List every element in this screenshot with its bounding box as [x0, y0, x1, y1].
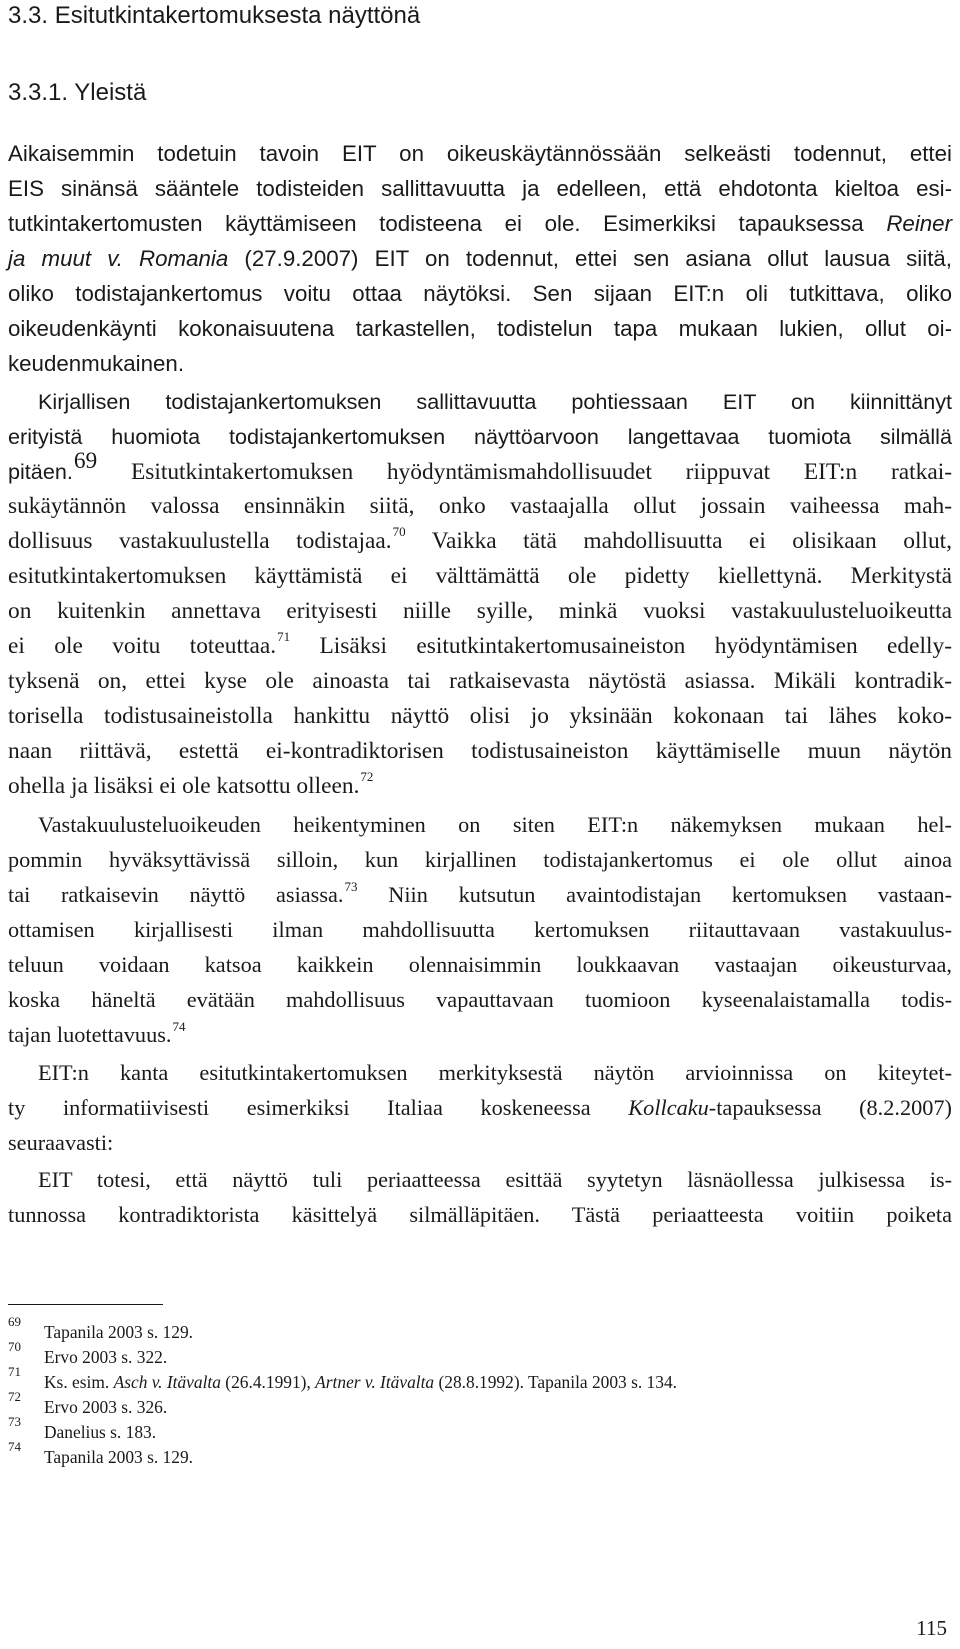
footnote-text: Tapanila 2003 s. 129. [44, 1322, 193, 1342]
text-line: EIT:n kanta esitutkintakertomuksen merkityksestä näytön arvioinnissa on kiteytet- [38, 1060, 952, 1085]
footnote-text: Ervo 2003 s. 322. [44, 1347, 168, 1367]
text-line: tyksenä on, ettei kyse ole ainoasta tai ratkaisevasta näytöstä asiassa. Mikäli kontradik- [8, 668, 952, 694]
text-line: esitutkintakertomuksen käyttämistä ei välttämättä ole pidetty kiellettynä. Merkitystä [8, 563, 952, 589]
case-name: ja muut v. Romania [8, 246, 229, 271]
text-line: tunnossa kontradiktorista käsittelyä silmälläpitäen. Tästä periaatteesta voitiin poiketa [8, 1202, 952, 1227]
text-line: pitäen.$^{69}$ Esitutkintakertomuksen hyödyntämismahdollisuudet riippuvat EIT:n ratkai- [8, 447, 952, 485]
footnote-number: 74 [8, 1439, 21, 1454]
footnote-ref[interactable]: 71 [277, 629, 291, 645]
footnote-number: 70 [8, 1339, 21, 1354]
text-line: Kirjallisen todistajankertomuksen sallittavuutta pohtiessaan EIT on kiinnittänyt [38, 389, 952, 414]
paragraph-2 [8, 384, 952, 804]
footnote-ref[interactable]: 70 [392, 524, 406, 540]
text-line: teluun voidaan katsoa kaikkein olennaisimmin loukkaavan vastaajan oikeusturvaa, [8, 952, 952, 977]
text-line: Aikaisemmin todetuin tavoin EIT on oikeuskäytännössään selkeästi todennut, ettei [8, 141, 952, 166]
text-line: ja muut v. Romania (27.9.2007) EIT on todennut, ettei sen asiana ollut lausua siitä, [8, 246, 952, 271]
text-line: EIT totesi, että näyttö tuli periaatteessa esittää syytetyn läsnäollessa julkisessa is- [38, 1167, 952, 1192]
text-line: ty informatiivisesti esimerkiksi Italiaa koskeneessa Kollcaku-tapauksessa (8.2.2007) [8, 1095, 952, 1120]
text-line: tai ratkaisevin näyttö asiassa.$^{73}$ Niin kutsutun avaintodistajan kertomuksen vastaan- [8, 878, 952, 907]
case-name: Asch v. Itävalta [113, 1372, 221, 1392]
text-line: dollisuus vastakuulustella todistajaa.$^{70}$ Vaikka tätä mahdollisuutta ei olisikaan ollut, [8, 524, 952, 554]
paragraph-1 [8, 136, 952, 381]
case-name: Reiner [886, 211, 952, 236]
text-line: on kuitenkin annettava erityisesti niille syille, minkä vuoksi vastakuulusteluoikeutta [8, 598, 952, 624]
footnote-text: Danelius s. 183. [44, 1422, 157, 1442]
text-line: oikeudenkäynti kokonaisuutena tarkastellen, todistelun tapa mukaan lukien, ollut oi- [8, 316, 952, 341]
text-line: EIS sinänsä sääntele todisteiden sallittavuutta ja edelleen, että ehdotonta kieltoa esi- [8, 176, 952, 201]
text-line: sukäytännön valossa ensinnäkin siitä, onko vastaajalla ollut jossain vaiheessa mah- [8, 493, 952, 519]
subsection-heading: 3.3.1. Yleistä [8, 79, 147, 106]
footnote-number: 71 [8, 1364, 21, 1379]
page-number: 115 [916, 1616, 947, 1640]
text-line: seuraavasti: [8, 1130, 114, 1155]
paragraph-5 [8, 1162, 952, 1232]
text-line: torisella todistusaineistolla hankittu näyttö olisi jo yksinään kokonaan tai lähes koko- [8, 703, 952, 729]
footnote-ref[interactable]: 74 [172, 1018, 186, 1034]
paragraph-4 [8, 1055, 952, 1160]
footnote-ref[interactable]: 69 [73, 447, 98, 474]
footnote-divider [8, 1304, 163, 1305]
text-line: erityistä huomiota todistajankertomuksen näyttöarvoon langettavaa tuomiota silmällä [8, 424, 952, 449]
text-line: ottamisen kirjallisesti ilman mahdollisuutta kertomuksen riitauttavaan vastakuulus- [8, 917, 952, 942]
footnote-number: 72 [8, 1389, 21, 1404]
text-line: oliko todistajankertomus voitu ottaa näytöksi. Sen sijaan EIT:n oli tutkittava, oliko [8, 281, 952, 306]
section-heading: 3.3. Esitutkintakertomuksesta näyttönä [8, 2, 421, 29]
text-line: tutkintakertomusten käyttämiseen todisteena ei ole. Esimerkiksi tapauksessa Reiner [8, 211, 952, 236]
text-line: pommin hyväksyttävissä silloin, kun kirjallinen todistajankertomus ei ole ollut ainoa [8, 847, 952, 872]
footnote-number: 73 [8, 1414, 21, 1429]
footnote-ref[interactable]: 72 [360, 769, 374, 785]
text-line: ohella ja lisäksi ei ole katsottu olleen.$^{72}$ [8, 769, 374, 799]
text-line: naan riittävä, estettä ei-kontradiktorisen todistusaineiston käyttämiselle muun näytön [8, 738, 952, 764]
footnote-text: Ervo 2003 s. 326. [44, 1397, 168, 1417]
text-line: tajan luotettavuus.$^{74}$ [8, 1018, 186, 1047]
footnote-ref[interactable]: 73 [344, 878, 358, 894]
case-name: Kollcaku [628, 1095, 709, 1120]
text-line: Vastakuulusteluoikeuden heikentyminen on siten EIT:n näkemyksen mukaan hel- [38, 812, 952, 837]
text-line: koska häneltä evätään mahdollisuus vapauttavaan tuomioon kyseenalaistamalla todis- [8, 987, 952, 1012]
text-line: keudenmukainen. [8, 351, 185, 376]
paragraph-3 [8, 807, 952, 1052]
footnote-text: Ks. esim. Asch v. Itävalta (26.4.1991), Artner v. Itävalta (28.8.1992). Tapanila 2003 s. 134. [44, 1372, 677, 1392]
case-name: Artner v. Itävalta [315, 1372, 435, 1392]
text-line: ei ole voitu toteuttaa.$^{71}$ Lisäksi esitutkintakertomusaineiston hyödyntämisen edelly- [8, 629, 952, 659]
footnote-number: 69 [8, 1314, 21, 1329]
footnote-text: Tapanila 2003 s. 129. [44, 1447, 193, 1467]
